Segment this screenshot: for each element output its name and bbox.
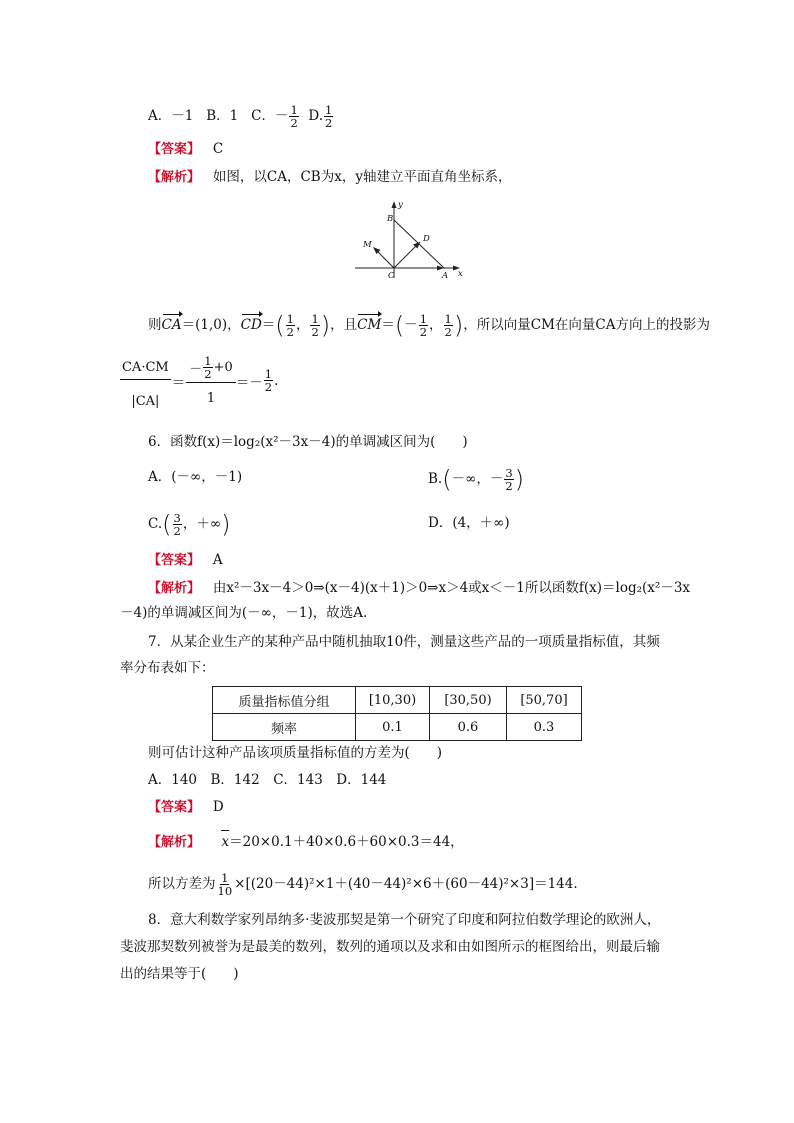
table-header-row <box>213 687 582 714</box>
formula-numerator: CA·CM <box>120 352 171 380</box>
q8-stem-cont: 斐波那契数列被誉为是最美的数列，数列的通项以及求和由如图所示的框图给出，则最后输 <box>120 939 660 955</box>
label-x: x <box>458 269 463 279</box>
q5-option-d: D. <box>308 108 324 124</box>
q5-answer <box>148 139 223 160</box>
q7-options: A．140 B．142 C．143 D．144 <box>148 772 387 788</box>
q8-stem: 8．意大利数学家列昂纳多·斐波那契是第一个研究了印度和阿拉伯数学理论的欧洲人， <box>148 912 661 928</box>
frequency-table <box>212 686 582 741</box>
label-d: D <box>423 234 430 244</box>
fraction-half: $\frac{1}{2}$ <box>290 103 298 130</box>
table-cell: 质量指标值分组 <box>213 687 356 714</box>
fraction-half: $\frac{1}{2}$ <box>325 103 333 130</box>
q5-option-c: C．－ <box>251 108 289 124</box>
label-y: y <box>398 200 403 210</box>
table-row <box>213 714 582 741</box>
answer-value: C <box>212 141 224 157</box>
q6-stem: 6．函数f(x)＝log₂(x²－3x－4)的单调减区间为( ) <box>148 434 468 450</box>
mean-symbol: x <box>221 834 230 850</box>
q7-stem: 7．从某企业生产的某种产品中随机抽取10件，测量这些产品的一项质量指标值，其频 <box>148 634 660 650</box>
q7-answer: 【答案】 D <box>148 799 224 815</box>
vector-ca: CA <box>161 317 182 333</box>
formula-denominator: |CA| <box>131 394 160 409</box>
q7-variance: 所以方差为 $\frac{1}{10}$ ×[(20－44)²×1＋(40－44)²×6＋(60－44)²×3]＝144. <box>148 871 578 898</box>
q6-analysis-cont: －4)的单调减区间为(－∞，－1)，故选A. <box>120 605 368 621</box>
q7-analysis: 【解析】 x＝20×0.1＋40×0.6＋60×0.3＝44， <box>148 834 464 850</box>
q7-question: 则可估计这种产品该项质量指标值的方差为( ) <box>148 745 443 761</box>
table-cell: [10,30) <box>356 687 430 714</box>
answer-tag: 【答案】 <box>148 142 201 157</box>
q5-analysis <box>148 167 511 188</box>
q6-option-a: A．(－∞，－1) <box>148 469 243 485</box>
q6-option-c: C.( $\frac{3}{2}$ ，＋∞) <box>148 510 231 539</box>
q5-option-b: B．1 <box>206 108 239 124</box>
table-cell: [50,70] <box>507 687 582 714</box>
q6-analysis: 【解析】 由x²－3x－4＞0⇒(x－4)(x＋1)＞0⇒x＞4或x＜－1所以函数f(x)＝log₂(x²－3x <box>148 580 691 596</box>
analysis-text: 如图，以CA，CB为x，y轴建立平面直角坐标系， <box>212 169 512 185</box>
table-cell: [30,50) <box>430 687 507 714</box>
label-c: C <box>388 271 395 281</box>
q5-option-a: A．－1 <box>148 108 194 124</box>
q6-option-b: B.(－∞，－ $\frac{3}{2}$ ) <box>428 465 525 494</box>
q7-stem-cont: 率分布表如下： <box>120 660 215 676</box>
projection-formula: $\frac{CA\cdot CM}{|CA|}$ ＝ － 1 2 +0 1 ＝－ 1 2 . <box>122 354 279 409</box>
q5-vector-line: 则CA＝(1,0)，CD＝( $\frac{1}{2}$ ， $\frac{1}{2}$ )，且CM＝(－ $\frac{1}{2}$ ， $\frac{1}{2}$ )，所以向量CM在向量CA方向上的投影为 <box>148 311 710 340</box>
table-cell: 0.3 <box>507 714 582 741</box>
label-b: B <box>387 214 394 224</box>
formula-mid-numerator: － 1 2 +0 <box>186 355 236 383</box>
coordinate-figure <box>352 198 472 282</box>
q6-answer: 【答案】 A <box>148 552 223 568</box>
analysis-tag: 【解析】 <box>148 170 201 185</box>
q8-stem-cont: 出的结果等于( ) <box>120 966 239 982</box>
label-m: M <box>363 240 372 250</box>
table-cell: 0.6 <box>430 714 507 741</box>
table-cell: 0.1 <box>356 714 430 741</box>
table-cell: 频率 <box>213 714 356 741</box>
q5-options <box>148 104 334 129</box>
vector-cm: CM <box>357 317 382 333</box>
formula-mid-denominator: 1 <box>206 391 216 406</box>
label-a: A <box>442 271 449 281</box>
vector-cd: CD <box>240 317 262 333</box>
q6-option-d: D．(4，＋∞) <box>428 515 510 531</box>
